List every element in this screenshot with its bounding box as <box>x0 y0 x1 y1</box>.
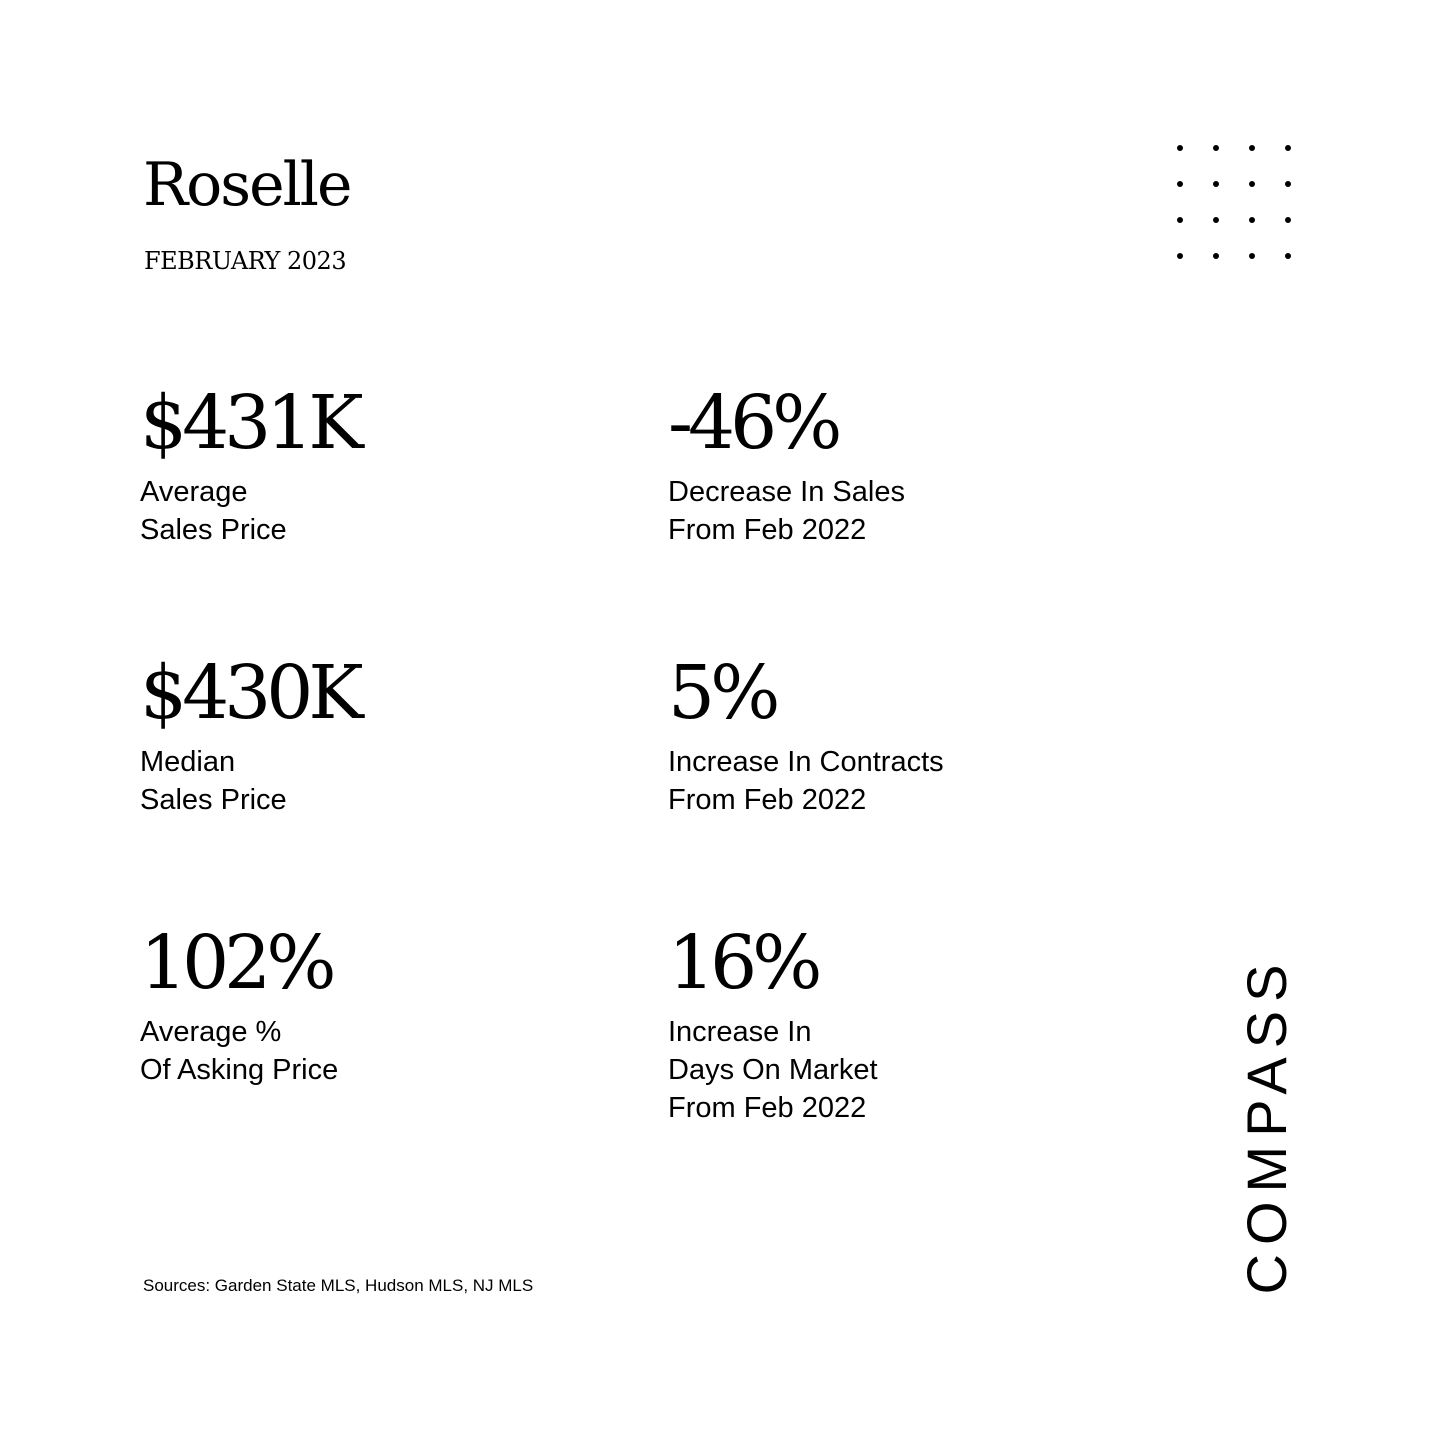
report-date: FEBRUARY 2023 <box>144 247 347 275</box>
logo-text: COMPASS <box>1235 955 1298 1295</box>
dot <box>1285 253 1291 259</box>
stat-label-line: Average <box>140 476 248 508</box>
stat-label-line: Days On Market <box>668 1054 878 1086</box>
dot <box>1177 253 1183 259</box>
stat-label-line: Increase In Contracts <box>668 746 944 778</box>
dot <box>1285 217 1291 223</box>
dot <box>1213 253 1219 259</box>
stat-average-sales-price <box>140 381 359 549</box>
stat-value: 16% <box>668 920 818 1006</box>
dot <box>1249 181 1255 187</box>
dot-grid-decoration <box>1177 145 1297 265</box>
page-title: Roselle <box>143 150 351 220</box>
stat-value: $430K <box>140 650 359 736</box>
stat-label-line: Median <box>140 746 236 778</box>
dot <box>1213 181 1219 187</box>
stat-label <box>668 473 905 549</box>
stat-label <box>668 743 944 819</box>
stat-label-line: Increase In <box>668 1016 812 1048</box>
stat-label-line: Average % <box>140 1016 282 1048</box>
stat-value: $431K <box>140 380 359 466</box>
dot <box>1177 217 1183 223</box>
stat-label <box>140 1013 338 1089</box>
stat-label-line: From Feb 2022 <box>668 514 867 546</box>
stat-days-on-market-change <box>668 921 878 1127</box>
dot <box>1285 181 1291 187</box>
dot <box>1285 145 1291 151</box>
stat-label-line: From Feb 2022 <box>668 784 867 816</box>
compass-logo <box>1237 955 1297 1295</box>
stat-label-line: Of Asking Price <box>140 1054 339 1086</box>
dot <box>1177 181 1183 187</box>
dot <box>1249 253 1255 259</box>
stat-sales-change <box>668 381 905 549</box>
dot <box>1249 145 1255 151</box>
dot <box>1213 217 1219 223</box>
sources-note: Sources: Garden State MLS, Hudson MLS, NJ MLS <box>143 1276 534 1295</box>
stat-label-line: Sales Price <box>140 514 287 546</box>
stat-asking-price-ratio <box>140 921 338 1089</box>
stat-value: 5% <box>668 650 776 736</box>
stat-label-line: Decrease In Sales <box>668 476 905 508</box>
stat-median-sales-price <box>140 651 359 819</box>
stat-label-line: From Feb 2022 <box>668 1092 867 1124</box>
stat-label <box>140 473 359 549</box>
stat-contracts-change <box>668 651 944 819</box>
stat-label <box>668 1013 878 1127</box>
stat-value: -46% <box>668 380 838 466</box>
dot <box>1213 145 1219 151</box>
stat-label-line: Sales Price <box>140 784 287 816</box>
stat-value: 102% <box>140 920 332 1006</box>
dot <box>1249 217 1255 223</box>
dot <box>1177 145 1183 151</box>
stat-label <box>140 743 359 819</box>
